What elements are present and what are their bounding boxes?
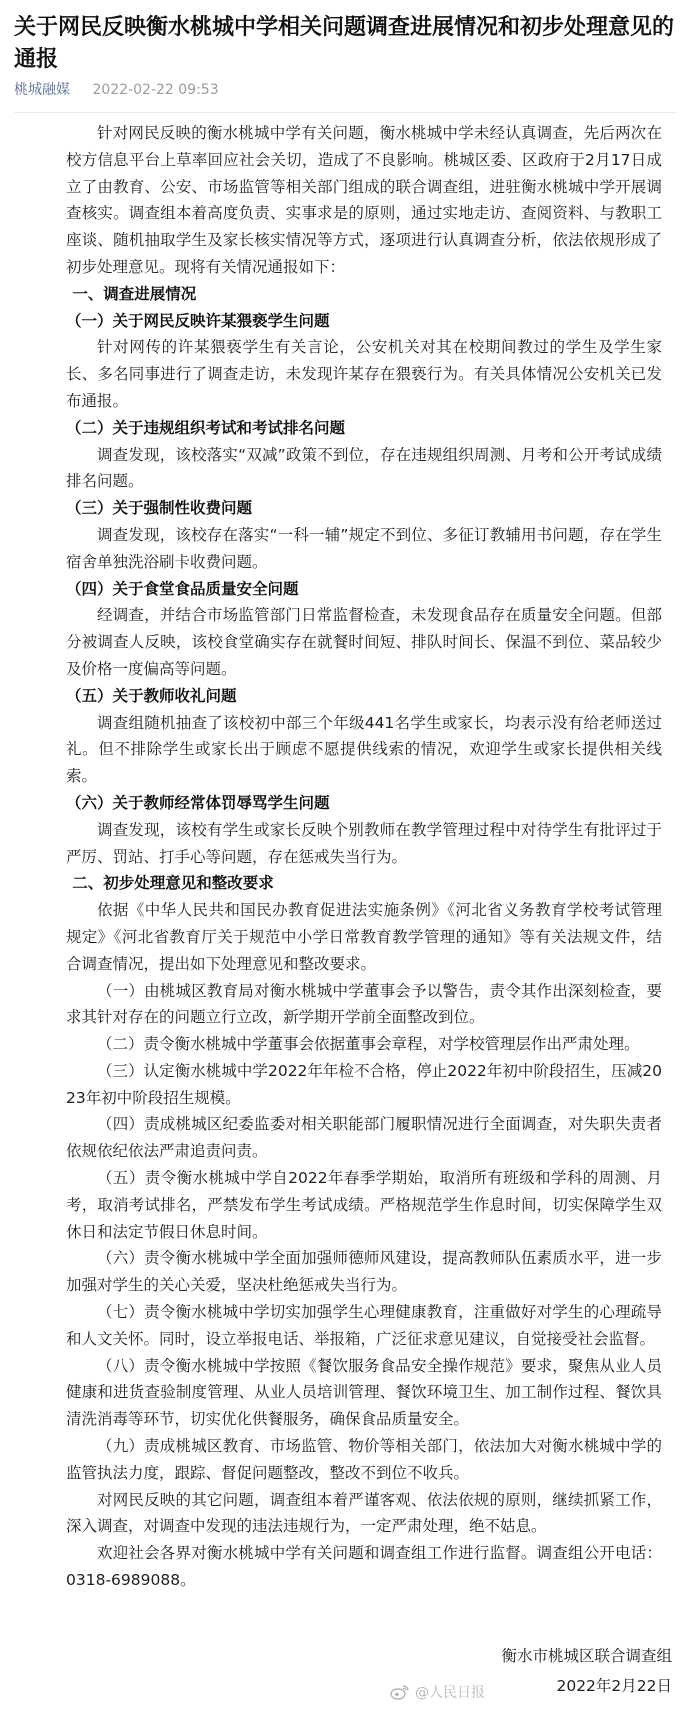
- watermark: [390, 1680, 485, 1704]
- body-paragraph: 调查发现，该校有学生或家长反映个别教师在教学管理过程中对待学生有批评过于严厉、罚站、打手心等问题，存在惩戒失当行为。: [66, 820, 662, 866]
- body-paragraph: （四）责成桃城区纪委监委对相关职能部门履职情况进行全面调查，对失职失责者依规依纪依法严肃追责问责。: [66, 1115, 662, 1161]
- body-paragraph: （一）由桃城区教育局对衡水桃城中学董事会予以警告，责令其作出深刻检查，要求其针对存在的问题立行立改，新学期开学前全面整改到位。: [66, 981, 662, 1027]
- body-paragraph: 调查组随机抽查了该校初中部三个年级441名学生或家长，均表示没有给老师送过礼。但不排除学生或家长出于顾虑不愿提供线索的情况，欢迎学生或家长提供相关线索。: [66, 713, 662, 786]
- body-paragraph: 针对网传的许某猥亵学生有关言论，公安机关对其在校期间教过的学生及学生家长、多名同事进行了调查走访，未发现许某存在猥亵行为。有关具体情况公安机关已发布通报。: [66, 338, 662, 410]
- publish-date: 2022-02-22 09:53: [92, 82, 219, 98]
- body-paragraph: （八）责令衡水桃城中学按照《餐饮服务食品安全操作规范》要求，聚焦从业人员健康和进货查验制度管理、从业人员培训管理、餐饮环境卫生、加工制作过程、餐饮具清洗消毒等环节，切实优化供餐服务，确保食品质量安全。: [66, 1356, 662, 1429]
- body-paragraph: 对网民反映的其它问题，调查组本着严谨客观、依法依规的原则，继续抓紧工作，深入调查，对调查中发现的违法违规行为，一定严肃处理，绝不姑息。: [66, 1490, 662, 1536]
- body-paragraph: 针对网民反映的衡水桃城中学有关问题，衡水桃城中学未经认真调查，先后两次在校方信息平台上草率回应社会关切，造成了不良影响。桃城区委、区政府于2月17日成立了由教育、公安、市场监管等相关部门组成的联合调查组，进驻衡水桃城中学开展调查核实。调查组本着高度负责、实事求是的原则，通过实地走访、查阅资料、与教职工座谈、随机抽取学生及家长核实情况等方式，逐项进行认真调查分析，依法依规形成了初步处理意见。现将有关情况通报如下：: [66, 124, 662, 276]
- divider: [14, 112, 676, 113]
- section-heading: 一、调查进展情况: [72, 284, 197, 303]
- body-paragraph: （二）责令衡水桃城中学董事会依据董事会章程，对学校管理层作出严肃处理。: [97, 1035, 640, 1054]
- signature-org: 衡水市桃城区联合调查组: [501, 1647, 672, 1665]
- article-meta: [14, 80, 219, 100]
- body-paragraph: 调查发现，该校存在落实“一科一辅”规定不到位、多征订教辅用书问题，存在学生宿舍单独洗浴刷卡收费问题。: [66, 525, 662, 571]
- subsection-heading: （六）关于教师经常体罚辱骂学生问题: [66, 793, 330, 812]
- weibo-icon: [390, 1684, 410, 1700]
- subsection-heading: （五）关于教师收礼问题: [66, 686, 237, 705]
- body-paragraph: （五）责令衡水桃城中学自2022年春季学期始，取消所有班级和学科的周测、月考，取消考试排名，严禁发布学生考试成绩。严格规范学生作息时间，切实保障学生双休日和法定节假日休息时间。: [66, 1169, 662, 1241]
- subsection-heading: （三）关于强制性收费问题: [66, 499, 253, 518]
- article-body: [66, 120, 662, 1594]
- subsection-heading: （一）关于网民反映许某猥亵学生问题: [66, 311, 330, 330]
- subsection-heading: （四）关于食堂食品质量安全问题: [66, 579, 299, 598]
- section-heading: 二、初步处理意见和整改要求: [72, 874, 274, 893]
- body-paragraph: 经调查，并结合市场监管部门日常监督检查，未发现食品存在质量安全问题。但部分被调查人反映，该校食堂确实存在就餐时间短、排队时间长、保温不到位、菜品较少及价格一度偏高等问题。: [66, 606, 662, 678]
- body-paragraph: （三）认定衡水桃城中学2022年年检不合格，停止2022年初中阶段招生，压减2023年初中阶段招生规模。: [66, 1061, 662, 1107]
- source-account-link[interactable]: 桃城融媒: [14, 82, 70, 98]
- signature-block: [501, 1641, 672, 1701]
- body-paragraph: （九）责成桃城区教育、市场监管、物价等相关部门，依法加大对衡水桃城中学的监管执法力度，跟踪、督促问题整改，整改不到位不收兵。: [66, 1437, 662, 1482]
- watermark-text: @人民日报: [415, 1685, 485, 1701]
- body-paragraph: 欢迎社会各界对衡水桃城中学有关问题和调查组工作进行监督。调查组公开电话：0318-6989088。: [66, 1544, 662, 1590]
- body-paragraph: （六）责令衡水桃城中学全面加强师德师风建设，提高教师队伍素质水平，进一步加强对学生的关心关爱，坚决杜绝惩戒失当行为。: [66, 1249, 662, 1295]
- body-paragraph: 依据《中华人民共和国民办教育促进法实施条例》《河北省义务教育学校考试管理规定》《河北省教育厅关于规范中小学日常教育教学管理的通知》等有关法规文件，结合调查情况，提出如下处理意见和整改要求。: [66, 901, 662, 973]
- subsection-heading: （二）关于违规组织考试和考试排名问题: [66, 418, 346, 437]
- signature-date: 2022年2月22日: [556, 1677, 672, 1695]
- body-paragraph: 调查发现，该校落实“双减”政策不到位，存在违规组织周测、月考和公开考试成绩排名问题。: [66, 445, 662, 491]
- body-paragraph: （七）责令衡水桃城中学切实加强学生心理健康教育，注重做好对学生的心理疏导和人文关怀。同时，设立举报电话、举报箱，广泛征求意见建议，自觉接受社会监督。: [66, 1303, 662, 1348]
- article-title: 关于网民反映衡水桃城中学相关问题调查进展情况和初步处理意见的通报: [14, 15, 675, 72]
